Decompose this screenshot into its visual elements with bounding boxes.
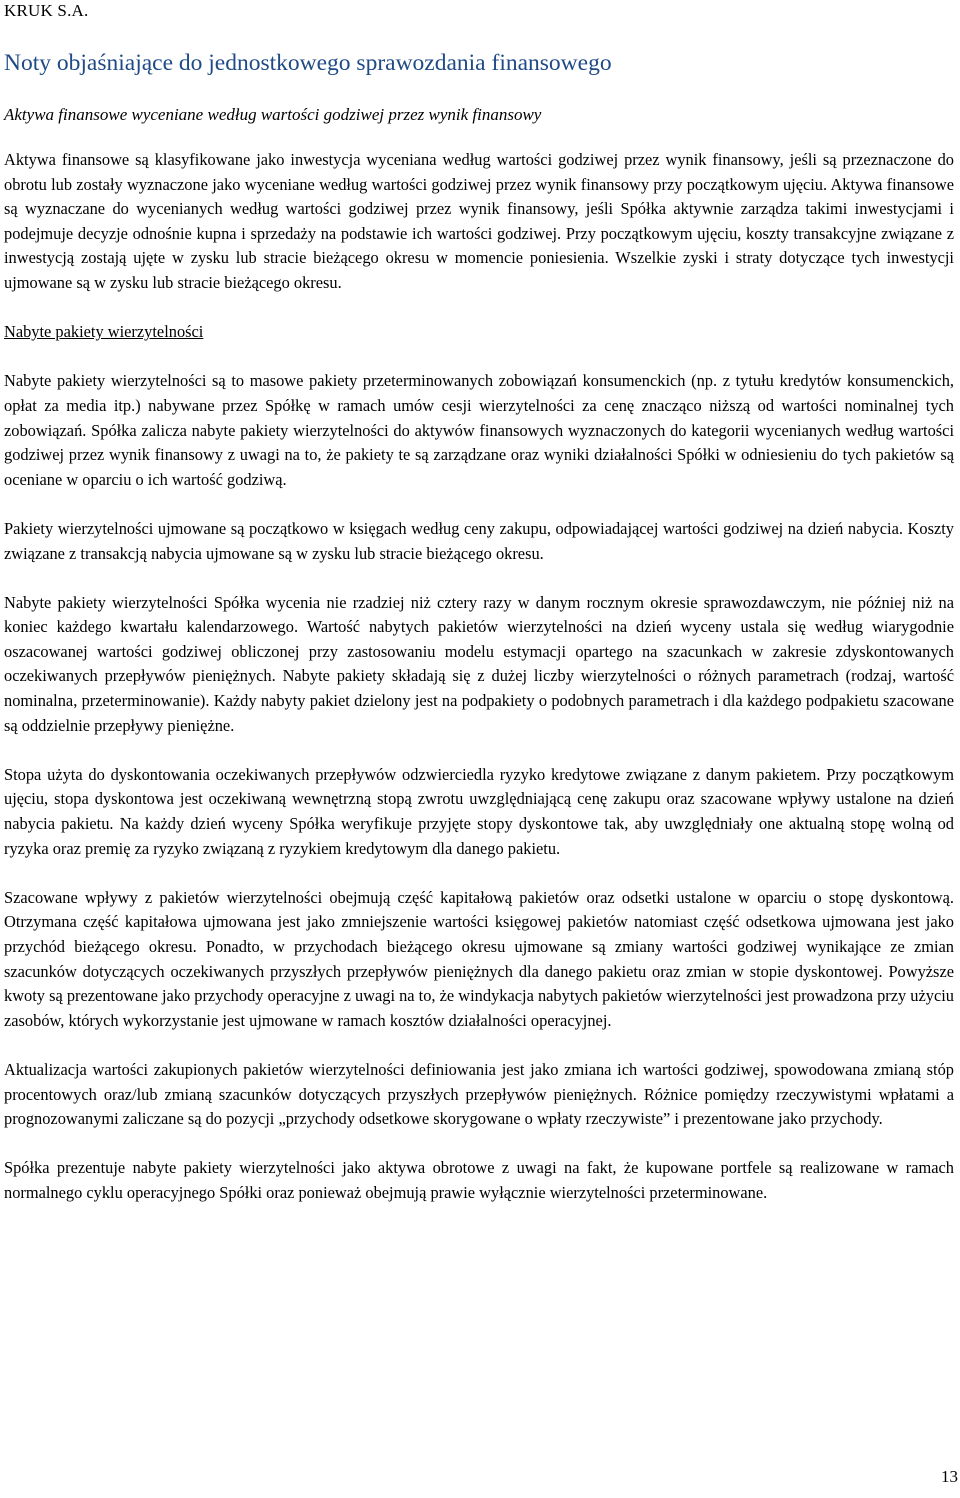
paragraph: Spółka prezentuje nabyte pakiety wierzytelności jako aktywa obrotowe z uwagi na fakt, że kupowane portfele są realizowane w ramach normalnego cyklu operacyjnego Spółki oraz ponieważ obejmują prawie wyłącznie wierzytelności przeterminowane. [4,1158,954,1202]
page-number: 13 [941,1467,958,1486]
document-title: Noty objaśniające do jednostkowego sprawozdania finansowego [4,50,612,76]
section-heading: Nabyte pakiety wierzytelności [4,322,204,342]
paragraph: Stopa użyta do dyskontowania oczekiwanych przepływów odzwierciedla ryzyko kredytowe związane z danym pakietem. Przy początkowym ujęciu, stopa dyskontowa jest oczekiwaną wewnętrzną stopą zwrotu uwzględniającą cenę zakupu oraz szacowane wpływy ustalone na dzień nabycia pakietu. Na każdy dzień wyceny Spółka weryfikuje przyjęte stopy dyskontowe tak, aby uwzględniały one aktualną stopę wolną od ryzyka oraz premię za ryzyko związaną z ryzykiem kredytowym dla danego pakietu. [4,764,954,858]
company-name: KRUK S.A. [4,1,89,20]
paragraph: Nabyte pakiety wierzytelności są to masowe pakiety przeterminowanych zobowiązań konsumenckich (np. z tytułu kredytów konsumenckich, opłat za media itp.) nabywane przez Spółkę w ramach umów cesji wierzytelności za cenę znacząco niższą od wartości nominalnej tych zobowiązań. Spółka zalicza nabyte pakiety wierzytelności do aktywów finansowych wyznaczonych do kategorii wycenianych według wartości godziwej przez wynik finansowy z uwagi na to, że pakiety te są zarządzane oraz wyniki działalności Spółki w odniesieniu do tych pakietów są oceniane w oparciu o ich wartość godziwą. [4,371,954,489]
document-body [4,148,954,1230]
paragraph-financial-assets: Aktywa finansowe są klasyfikowane jako inwestycja wyceniana według wartości godziwej przez wynik finansowy, jeśli są przeznaczone do obrotu lub zostały wyznaczone jako wyceniane według wartości godziwej przez wynik finansowy przy początkowym ujęciu. Aktywa finansowe są wyznaczane do wycenianych według wartości godziwej przez wynik finansowy, jeśli Spółka aktywnie zarządza takimi inwestycjami i podejmuje decyzje odnośnie kupna i sprzedaży na podstawie ich wartości godziwej. Przy początkowym ujęciu, koszty transakcyjne związane z inwestycją zostają ujęte w zysku lub stracie bieżącego okresu w momencie poniesienia. Wszelkie zyski i straty dotyczące tych inwestycji ujmowane są w zysku lub stracie bieżącego okresu. [4,150,954,292]
paragraph: Nabyte pakiety wierzytelności Spółka wycenia nie rzadziej niż cztery razy w danym rocznym okresie sprawozdawczym, nie później niż na koniec każdego kwartału kalendarzowego. Wartość nabytych pakietów wierzytelności na dzień wyceny ustala się według wiarygodnie oszacowanej wartości godziwej obliczonej przy zastosowaniu modelu estymacji opartego na szacunkach w zakresie zdyskontowanych oczekiwanych przepływów pieniężnych. Nabyte pakiety składają się z dużej liczby wierzytelności o różnych parametrach (rodzaj, wartość nominalna, przeterminowanie). Każdy nabyty pakiet dzielony jest na podpakiety o podobnych parametrach i dla każdego podpakietu szacowane są oddzielnie przepływy pieniężne. [4,592,954,735]
paragraph: Pakiety wierzytelności ujmowane są początkowo w księgach według ceny zakupu, odpowiadającej wartości godziwej na dzień nabycia. Koszty związane z transakcją nabycia ujmowane są w zysku lub stracie bieżącego okresu. [4,518,954,563]
paragraph: Szacowane wpływy z pakietów wierzytelności obejmują część kapitałową pakietów oraz odsetki ustalone w oparciu o stopę dyskontową. Otrzymana część kapitałowa ujmowana jest jako zmniejszenie wartości księgowej pakietów natomiast część odsetkowa ujmowana jest jako przychód bieżącego okresu. Ponadto, w przychodach bieżącego okresu ujmowane są zmiany wartości godziwej wynikające ze zmian szacunków dotyczących oczekiwanych przyszłych przepływów pieniężnych dla danego pakietu oraz zmian w stopie dyskontowej. Powyższe kwoty są prezentowane jako przychody operacyjne z uwagi na to, że windykacja nabytych pakietów wierzytelności jest prowadzona przy użyciu zasobów, których wykorzystanie jest ujmowane w ramach kosztów działalności operacyjnej. [4,887,954,1030]
section-subtitle: Aktywa finansowe wyceniane według wartości godziwej przez wynik finansowy [4,105,542,124]
paragraph: Aktualizacja wartości zakupionych pakietów wierzytelności definiowania jest jako zmiana ich wartości godziwej, spowodowana zmianą stóp procentowych oraz/lub zmianą szacunków dotyczących przyszłych przepływów pieniężnych. Różnice pomiędzy rzeczywistymi wpłatami a prognozowanymi zaliczane są do pozycji „przychody odsetkowe skorygowane o wpłaty rzeczywiste” i prezentowane jako przychody. [4,1059,954,1129]
